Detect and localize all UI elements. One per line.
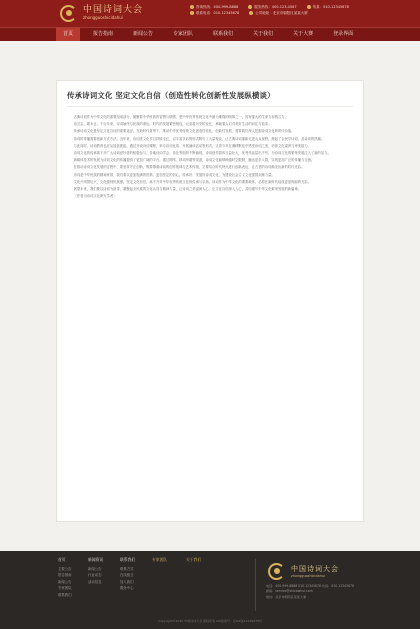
nav-news[interactable]: 新闻公告 xyxy=(133,31,154,37)
article-paragraph: 诗言志，歌永言。千百年来，诗词始终与民族的命运、时代的发展紧密相连，记录着历史的变迁，承载着人们对美好生活的向往与追求。 xyxy=(73,122,272,127)
footer-link[interactable]: 联系方式 xyxy=(120,566,134,571)
article-author-note: （作者为诗词文化研究学者） xyxy=(73,194,117,199)
footer-heading[interactable]: 新闻资讯 xyxy=(88,557,104,562)
fax-icon xyxy=(307,5,311,9)
footer-logo-name-en: zhongguoshicidahui xyxy=(291,574,325,578)
logo-emblem-icon xyxy=(58,3,80,23)
footer-col-news xyxy=(88,557,103,585)
logo-emblem-icon xyxy=(266,561,288,581)
nav-home[interactable]: 首页 xyxy=(56,28,80,41)
footer-heading[interactable]: 联系我们 xyxy=(120,557,136,562)
article-paragraph: 诗词的传播需要创新方式方法。近年来，诗词类文化节目持续走红，以丰富多彩的形式吸引了大量观众，让古典诗词重新走进大众视野，掀起了全民学诗词、品诗词的热潮。 xyxy=(73,136,325,141)
main-nav xyxy=(0,27,420,41)
article-paragraph: 在推动诗词文化发展的过程中，要坚持守正创新，既要尊重诗词的创作规律与艺术传统，又要结合时代特点进行创新表达，让古老的诗词焕发出新的时代光彩。 xyxy=(73,165,305,170)
logo-name-en: zhongguoshicidahui xyxy=(83,15,123,20)
article-paragraph: 古典诗词作为中华文化的重要组成部分，凝聚着中华民族的智慧与情感，是中华优秀传统文化中最为璀璨的明珠之一，具有强大的生命力和感召力。 xyxy=(73,115,288,119)
footer-link[interactable]: 活动信息 xyxy=(88,579,102,584)
article-title: 传承诗词文化 坚定文化自信（创造性转化创新性发展纵横谈） xyxy=(67,91,275,100)
nav-report-guide[interactable]: 报告指南 xyxy=(93,31,114,37)
footer-link[interactable]: 联系我们 xyxy=(58,592,72,597)
footer-col-home xyxy=(58,557,72,598)
footer-address: 地址：北京市朝阳区某某大厦 xyxy=(266,594,307,599)
nav-experts[interactable]: 专家团队 xyxy=(173,31,194,37)
article-paragraph: 与此同时，诗词教育也应从娃娃抓起。通过开设诗词课程、举办诗词比赛、开展诵读活动等形式，让青少年在潜移默化中感受诗词之美，培养文化素养与审美能力。 xyxy=(73,143,311,148)
footer-heading[interactable]: 专家团队 xyxy=(152,557,168,562)
article-paragraph: 文化兴则国运兴，文化强则民族强。坚定文化自信，离不开对中华优秀传统文化的传承与弘扬。诗词作为中华文化的重要载体，必将在新时代绽放更加绚丽的光彩。 xyxy=(73,179,311,184)
article-paragraph: 传承诗词文化是坚定文化自信的重要途径。在新时代背景下，推动中华优秀传统文化创造性转化、创新性发展，需要我们深入挖掘诗词文化的时代价值。 xyxy=(73,129,295,134)
nav-about[interactable]: 关于我们 xyxy=(253,31,274,37)
footer-col-contact xyxy=(120,557,135,592)
footer-logo-name-cn: 中国诗词大会 xyxy=(291,565,339,573)
footer-copyright: Copyright©2020 中国诗词大会 版权所有 ICP备案号：京ICP备12345678号 xyxy=(157,619,262,623)
footer-logo xyxy=(266,561,339,581)
footer-separator xyxy=(255,559,256,611)
footer-link[interactable]: 服务中心 xyxy=(120,586,134,590)
footer-email: 邮箱：service@shicidahui.com xyxy=(266,589,313,594)
phone-icon xyxy=(190,11,194,15)
site-logo[interactable] xyxy=(58,3,143,23)
phone-icon xyxy=(190,5,194,9)
article-body xyxy=(67,115,353,201)
article-paragraph: 展望未来，我们要以诗词为纽带，凝聚起全民族的文化认同与精神力量，让诗词之美浸润人心，让文化自信深入人心，共同谱写中华文化繁荣发展的新篇章。 xyxy=(73,187,302,192)
nav-login[interactable]: 登录界面 xyxy=(333,31,354,37)
footer-link[interactable]: 加入我们 xyxy=(120,579,134,584)
footer-link[interactable]: 新闻公告 xyxy=(58,579,72,584)
article-paragraph: 新媒体技术的发展为诗词文化的传播提供了更加广阔的平台。通过网络、移动终端等渠道，诗词文化能够跨越时空限制，触达更多人群，实现更加广泛的传播与交流。 xyxy=(73,158,315,163)
contact-service: 服务热线：400-123-4567 xyxy=(254,5,297,9)
footer-col-experts xyxy=(152,557,167,566)
phone-icon xyxy=(248,5,252,9)
location-icon xyxy=(249,11,253,15)
logo-name-cn: 中国诗词大会 xyxy=(83,5,144,15)
article-paragraph: 诗词是中华民族的精神家园，我们要以更加饱满的热情，更加坚定的信心，传承好、发展好诗词文化，为建设社会主义文化强国贡献力量。 xyxy=(73,172,275,177)
contact-hotline: 咨询热线：400-999-8888 xyxy=(196,5,239,9)
footer-link[interactable]: 行业动态 xyxy=(88,573,102,577)
title-divider xyxy=(67,106,353,107)
footer-contact-info xyxy=(266,584,354,600)
footer-link[interactable]: 专家团队 xyxy=(58,586,72,590)
header-contacts xyxy=(190,4,349,16)
contact-fax: 传真：010-12345678 xyxy=(312,5,349,9)
footer-link[interactable]: 在线留言 xyxy=(120,573,134,577)
nav-about-contest[interactable]: 关于大赛 xyxy=(293,31,314,37)
footer-heading[interactable]: 关于我们 xyxy=(186,557,202,562)
article-paragraph: 诗词文化的传承离不开广大诗词爱好者的积极参与。各地诗词学会、诗社等组织不断涌现，诗词创作群体日益壮大，优秀作品层出不穷，为诗词文化的繁荣发展注入了新的活力。 xyxy=(73,151,331,156)
article-card xyxy=(56,80,364,522)
footer-heading[interactable]: 首页 xyxy=(58,557,66,562)
footer-phone: 电话：400-999-8888 010-12345678 传真：010-12345678 xyxy=(266,584,354,588)
contact-address: 公司地址：北京市朝阳区某某大厦 xyxy=(255,11,308,15)
footer-link[interactable]: 主要公告 xyxy=(58,566,72,571)
nav-contact[interactable]: 联系我们 xyxy=(213,31,234,37)
footer-link[interactable]: 新闻公告 xyxy=(88,566,102,571)
site-footer xyxy=(0,551,420,629)
site-header xyxy=(0,0,420,27)
footer-link[interactable]: 报告指南 xyxy=(58,573,72,577)
footer-col-about xyxy=(186,557,201,566)
contact-phone: 联系电话：010-12345678 xyxy=(196,11,240,15)
